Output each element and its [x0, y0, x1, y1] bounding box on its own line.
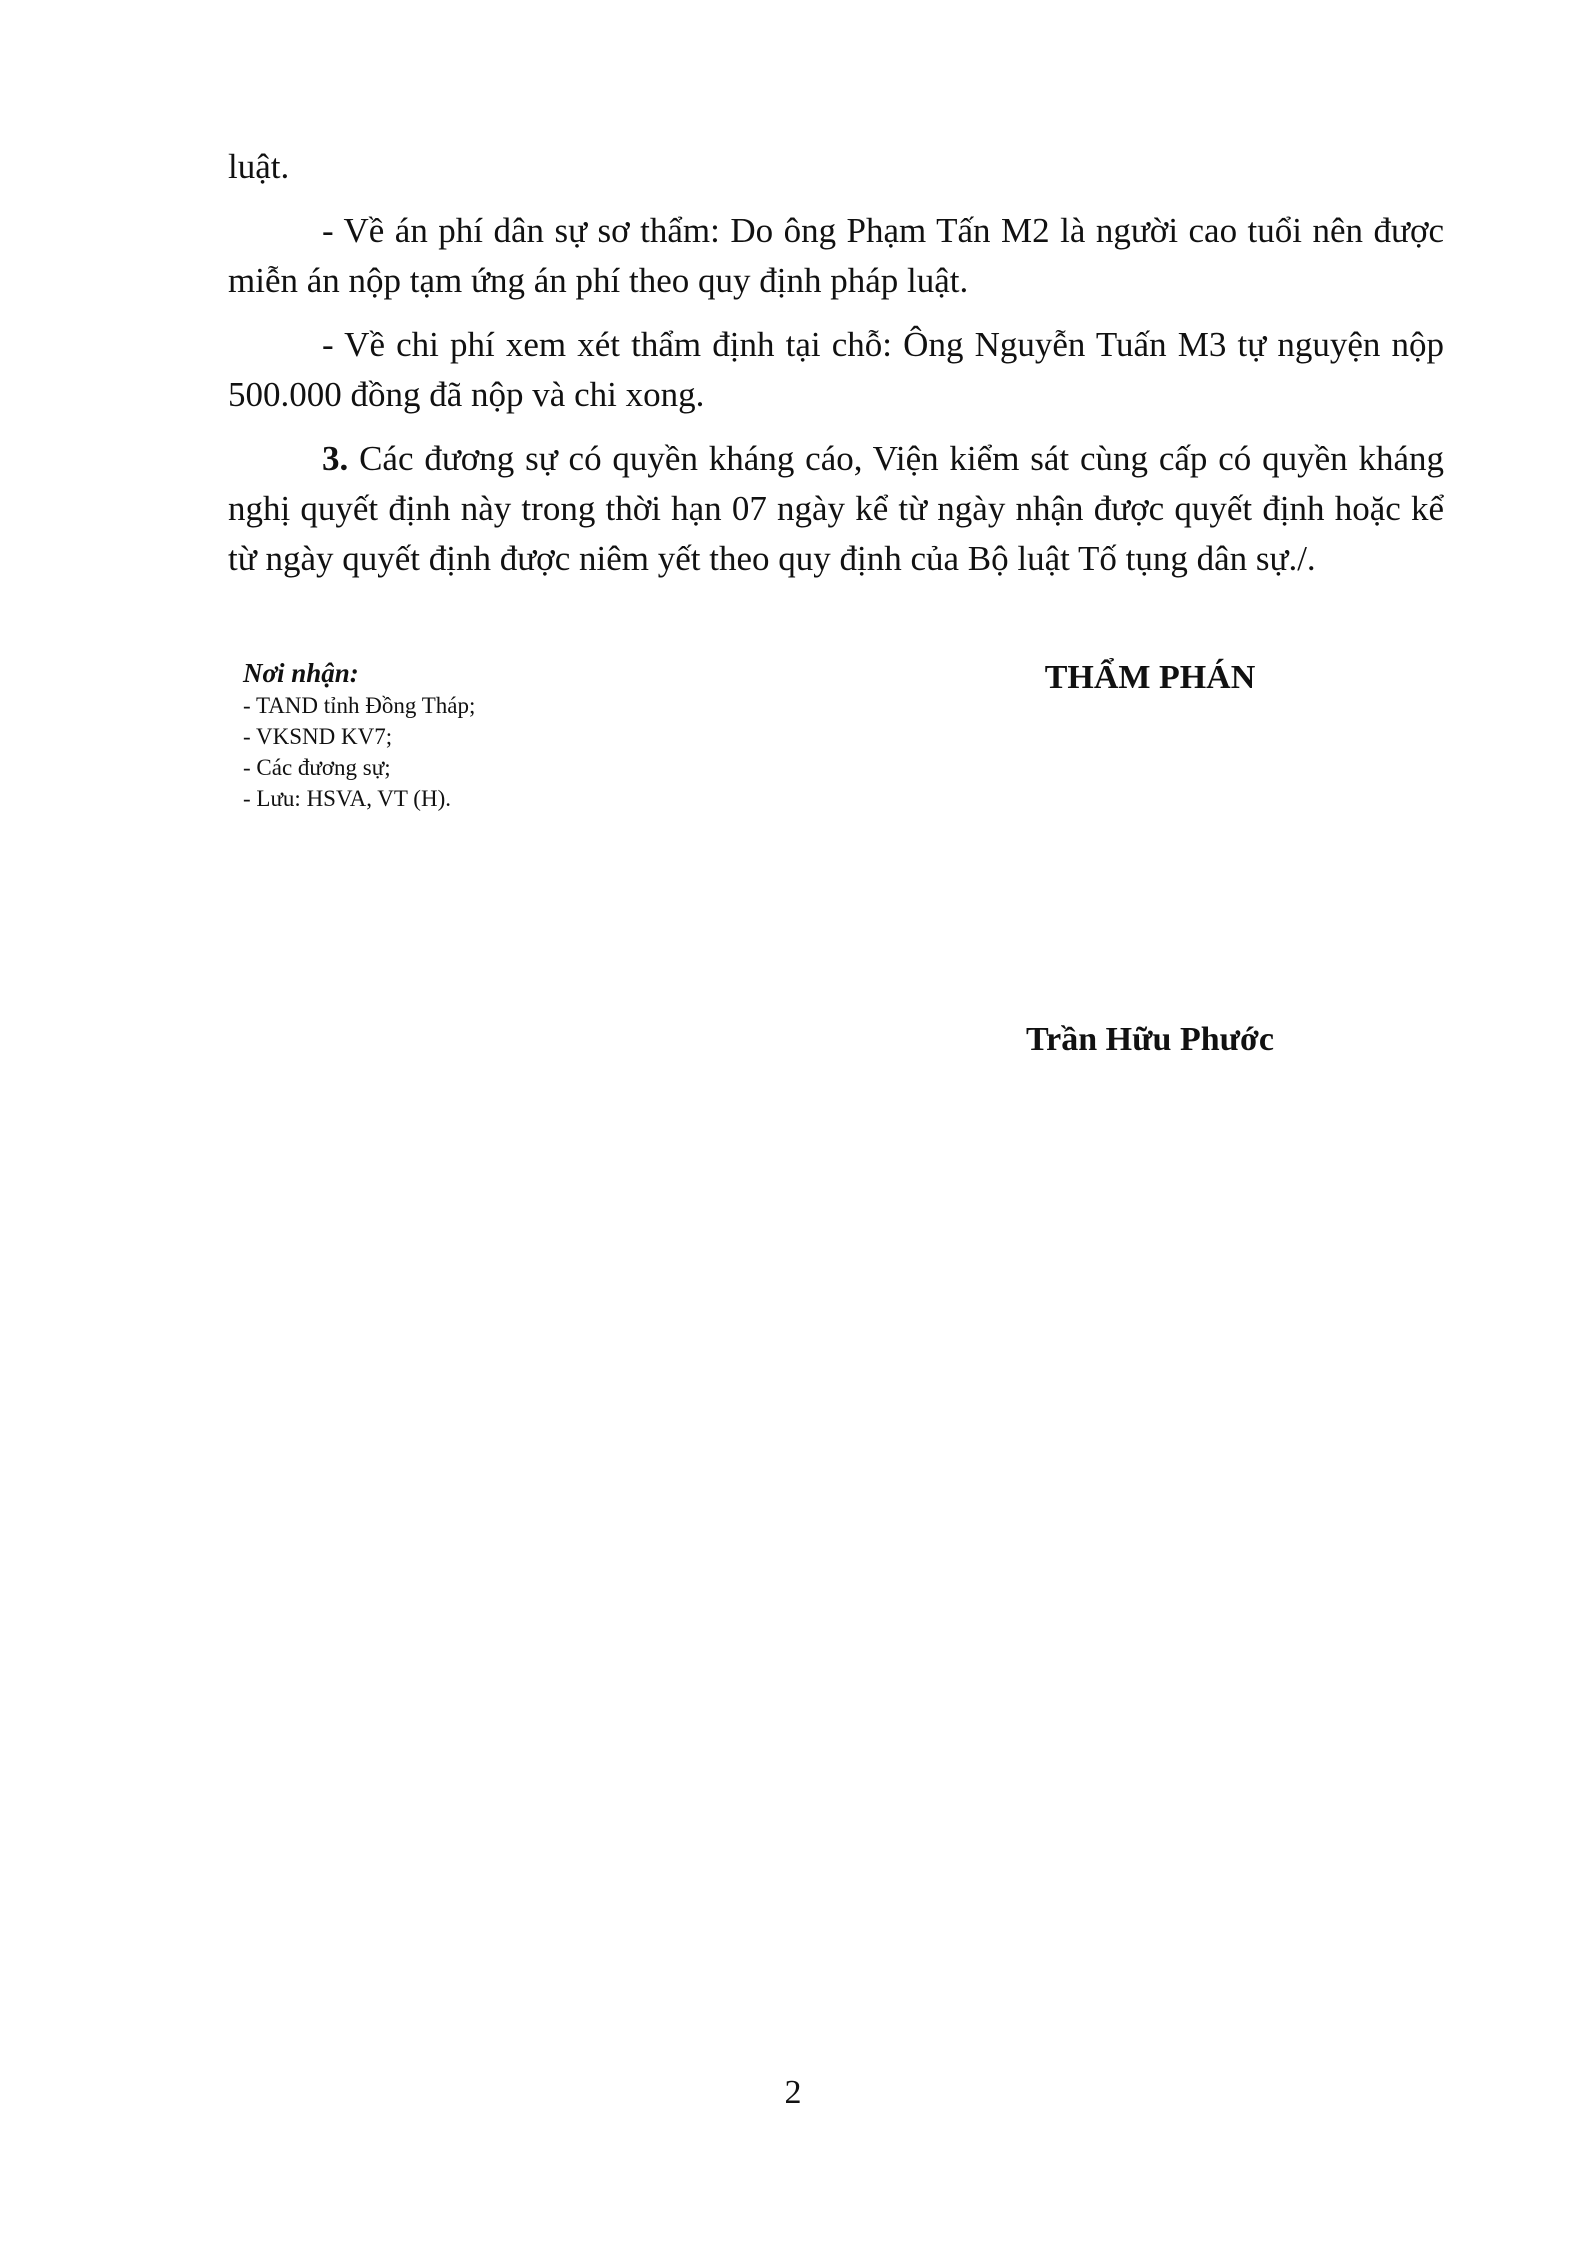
recipient-item: - TAND tỉnh Đồng Tháp; [243, 693, 476, 718]
paragraph-number: 3. [322, 439, 349, 478]
paragraph-continuation: luật. [228, 147, 290, 186]
recipients-list [243, 690, 763, 814]
recipient-item: - Lưu: HSVA, VT (H). [243, 786, 451, 811]
paragraph-court-fee: - Về án phí dân sự sơ thẩm: Do ông Phạm Tấn M2 là người cao tuổi nên được miễn án nộp tạm ứng án phí theo quy định pháp luật. [228, 211, 1444, 300]
recipients-title: Nơi nhận: [243, 658, 359, 688]
recipient-item: - Các đương sự; [243, 755, 391, 780]
paragraph-appeal-text: Các đương sự có quyền kháng cáo, Viện kiểm sát cùng cấp có quyền kháng nghị quyết định này trong thời hạn 07 ngày kể từ ngày nhận được quyết định hoặc kể từ ngày quyết định được niêm yết theo quy định của Bộ luật Tố tụng dân sự./. [228, 439, 1444, 578]
paragraph-inspection-cost: - Về chi phí xem xét thẩm định tại chỗ: Ông Nguyễn Tuấn M3 tự nguyện nộp 500.000 đồng đã nộp và chi xong. [228, 325, 1444, 414]
signature-name: Trần Hữu Phước [1026, 1021, 1274, 1058]
recipient-item: - VKSND KV7; [243, 724, 393, 749]
body-text [228, 142, 1444, 598]
recipients-block [243, 657, 763, 814]
paragraph-appeal-rights [228, 434, 1444, 584]
page-number: 2 [784, 2074, 802, 2111]
signature-title: THẨM PHÁN [1044, 659, 1256, 696]
